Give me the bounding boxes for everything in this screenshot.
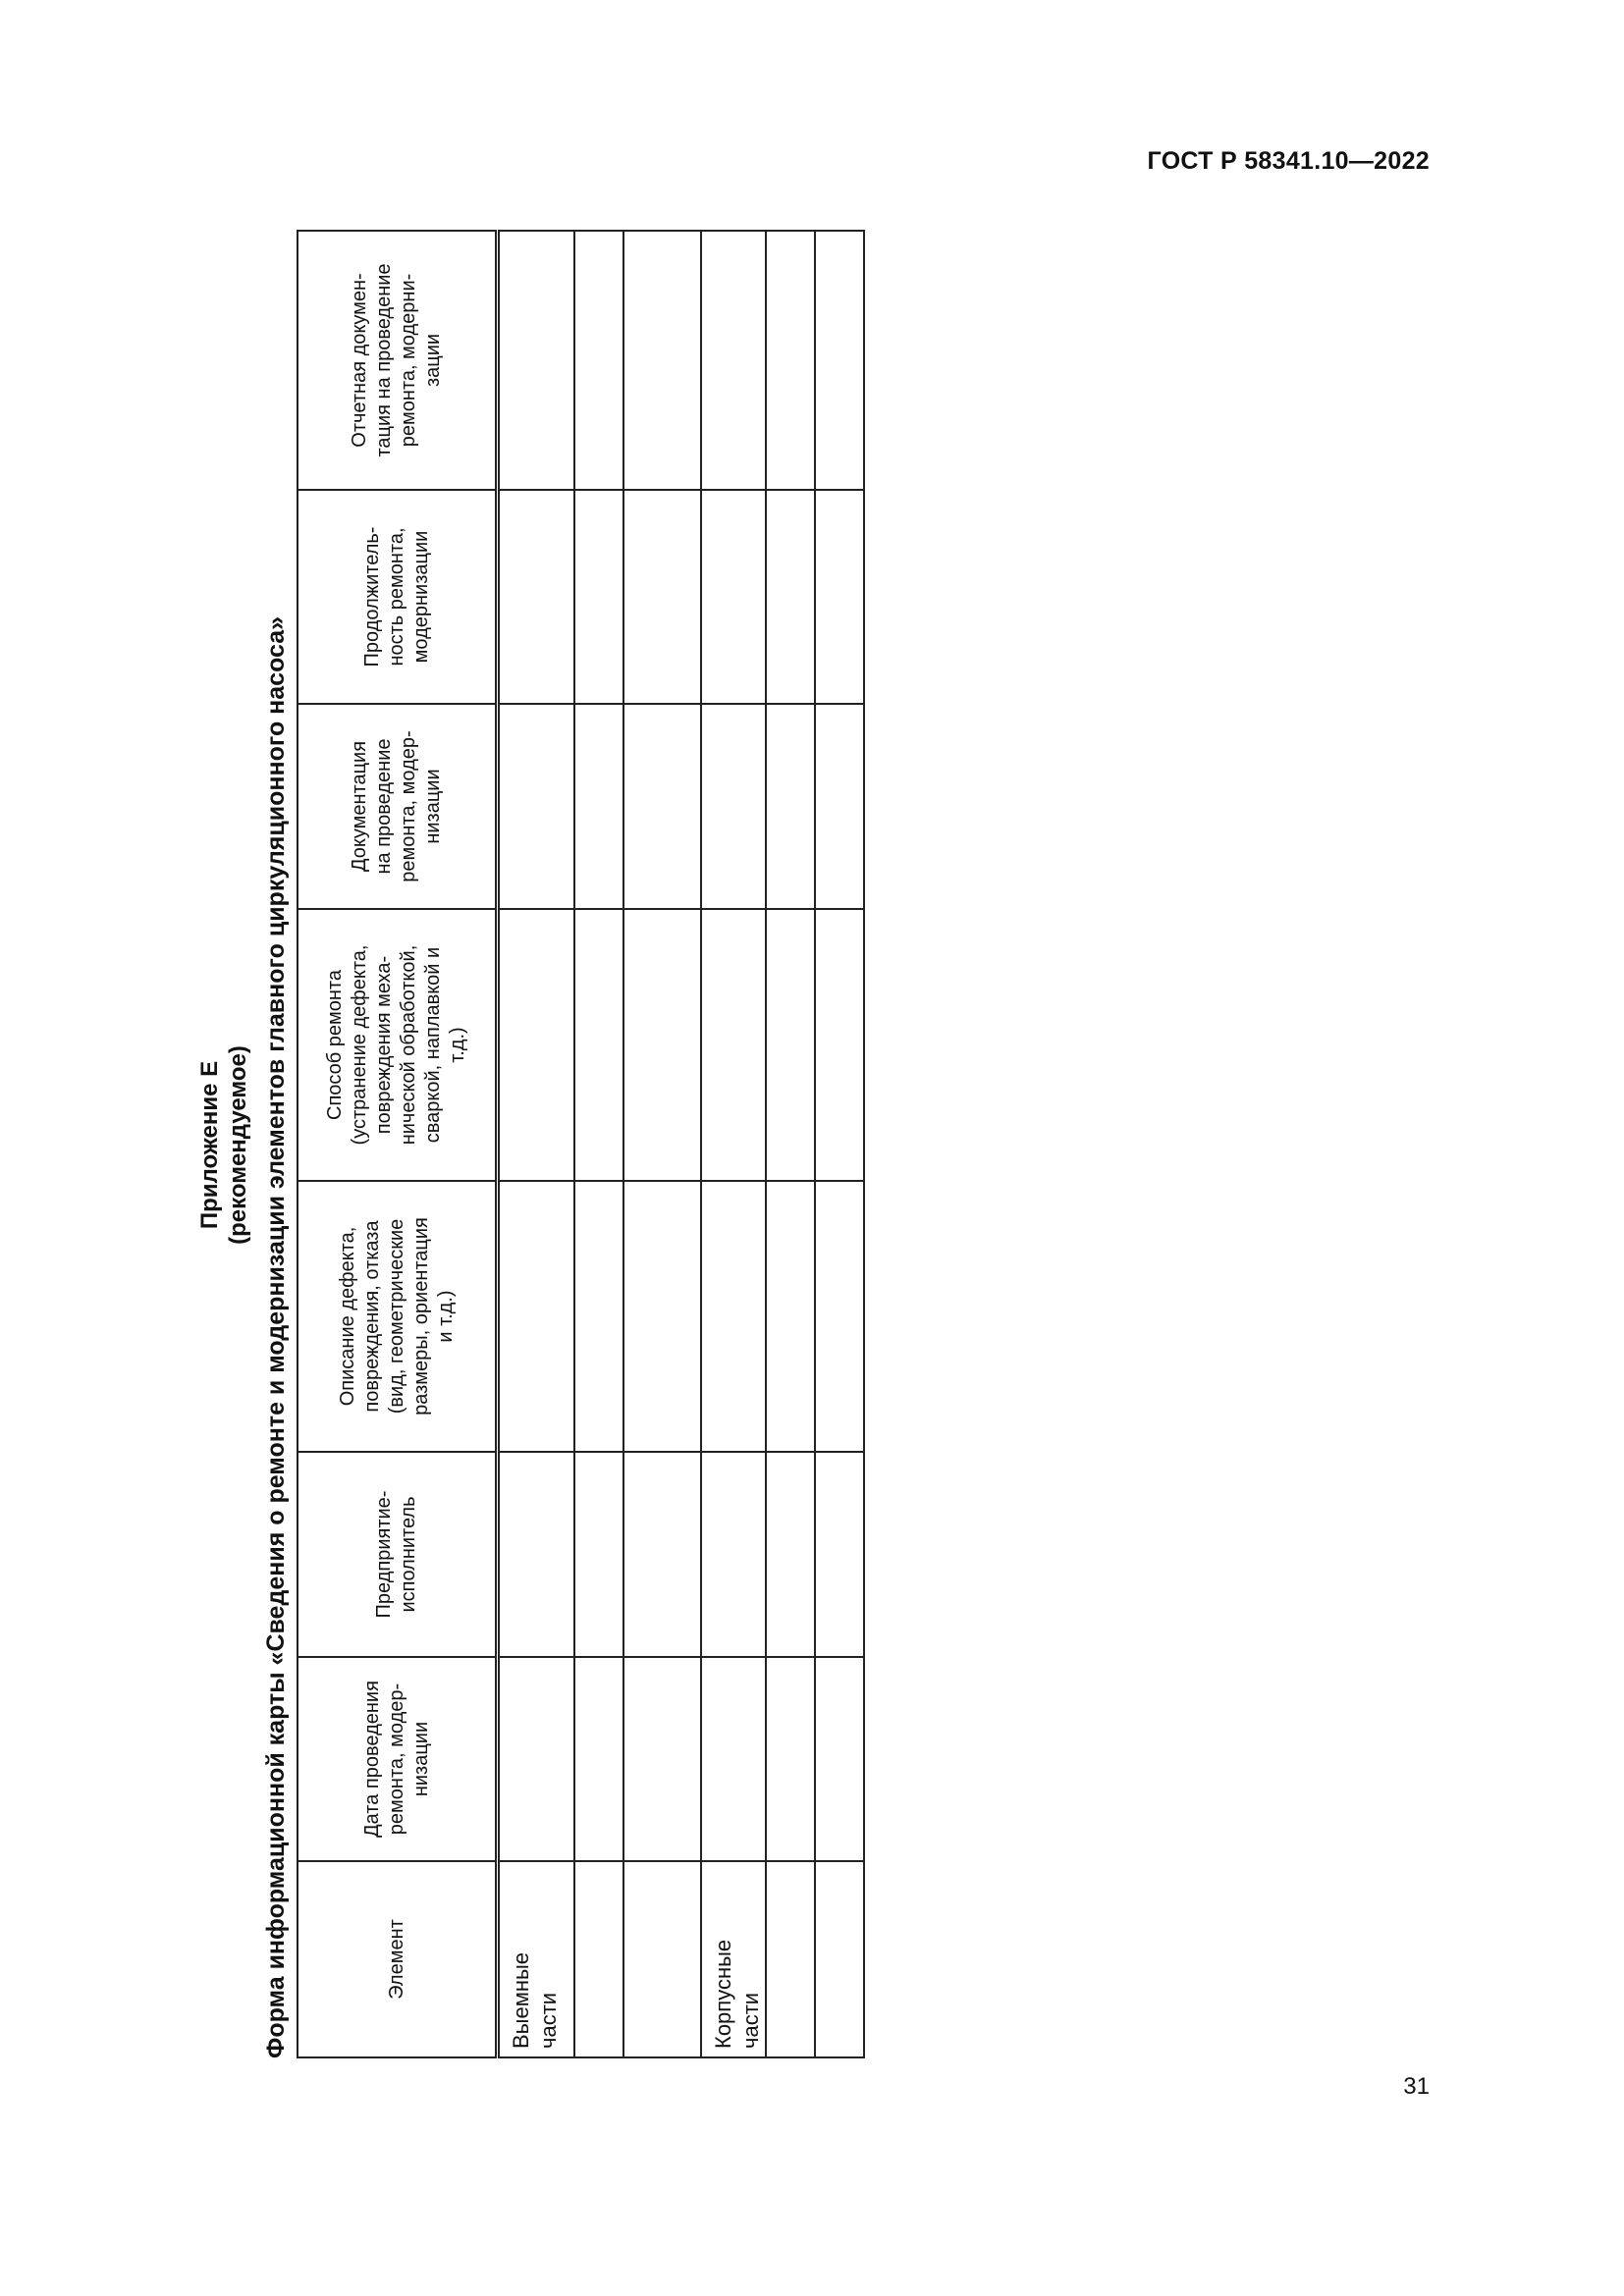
table-cell xyxy=(574,909,623,1181)
table-cell xyxy=(766,1452,815,1657)
table-cell xyxy=(574,1657,623,1861)
table-cell xyxy=(701,490,766,704)
table-cell xyxy=(815,1452,864,1657)
table-cell xyxy=(815,1181,864,1452)
document-code: ГОСТ Р 58341.10—2022 xyxy=(1147,147,1430,175)
appendix-subtitle: (рекомендуемое) xyxy=(225,1045,251,1245)
table-cell xyxy=(574,1452,623,1657)
table-cell xyxy=(815,704,864,909)
table-cell xyxy=(498,1181,574,1452)
table-cell xyxy=(815,1657,864,1861)
repair-info-table xyxy=(297,230,865,2058)
appendix-title: Приложение Е xyxy=(196,1060,223,1230)
table-cell xyxy=(701,1181,766,1452)
column-header: Дата проведения ремонта, модер- низации xyxy=(298,1657,498,1861)
table-cell xyxy=(498,490,574,704)
table-cell xyxy=(701,1657,766,1861)
table-cell xyxy=(766,704,815,909)
table-cell xyxy=(701,909,766,1181)
column-header: Описание дефекта, повреждения, отказа (вид, геометрические размеры, ориентация и т.д.) xyxy=(298,1181,498,1452)
element-cell xyxy=(766,1861,815,2057)
table-cell xyxy=(498,1452,574,1657)
table-cell xyxy=(815,909,864,1181)
table-row xyxy=(574,231,623,2057)
element-cell xyxy=(574,1861,623,2057)
table-cell xyxy=(701,704,766,909)
table-cell xyxy=(574,231,623,490)
table-cell xyxy=(574,490,623,704)
element-cell xyxy=(815,1861,864,2057)
table-cell xyxy=(498,1657,574,1861)
table-cell xyxy=(498,231,574,490)
table-row xyxy=(701,231,766,2057)
element-cell xyxy=(623,1861,701,2057)
table-cell xyxy=(766,231,815,490)
table-cell xyxy=(574,704,623,909)
rotated-appendix-block xyxy=(195,232,800,2058)
table-row xyxy=(498,231,574,2057)
table-cell xyxy=(623,704,701,909)
table-cell xyxy=(623,490,701,704)
column-header: Продолжитель- ность ремонта, модернизации xyxy=(298,490,498,704)
page-number: 31 xyxy=(1403,2073,1430,2100)
table-cell xyxy=(815,490,864,704)
table-cell xyxy=(766,1181,815,1452)
form-title: Форма информационной карты «Сведения о ремонте и модернизации элементов главного циркуляционного насоса» xyxy=(262,615,290,2058)
column-header: Элемент xyxy=(298,1861,498,2057)
table-cell xyxy=(766,909,815,1181)
table-cell xyxy=(498,909,574,1181)
table-cell xyxy=(701,1452,766,1657)
column-header: Отчетная докумен- тация на проведение ремонта, модерни- зации xyxy=(298,231,498,490)
table-row xyxy=(815,231,864,2057)
column-header: Предприятие- исполнитель xyxy=(298,1452,498,1657)
table-cell xyxy=(623,909,701,1181)
table-cell xyxy=(766,490,815,704)
table-cell xyxy=(623,1657,701,1861)
table-cell xyxy=(623,1181,701,1452)
appendix-heading xyxy=(195,232,252,2058)
element-cell: Выемные части xyxy=(498,1861,574,2057)
table-cell xyxy=(701,231,766,490)
table-cell xyxy=(766,1657,815,1861)
column-header: Документация на проведение ремонта, модер- низации xyxy=(298,704,498,909)
table-cell xyxy=(815,231,864,490)
table-row xyxy=(623,231,701,2057)
element-cell: Корпусные части xyxy=(701,1861,766,2057)
table-cell xyxy=(623,231,701,490)
table-header-row xyxy=(298,231,498,2057)
table-cell xyxy=(498,704,574,909)
table-cell xyxy=(574,1181,623,1452)
column-header: Способ ремонта (устранение дефекта, повреждения меха- нической обработкой, сваркой, наплавкой и т.д.) xyxy=(298,909,498,1181)
table-cell xyxy=(623,1452,701,1657)
table-row xyxy=(766,231,815,2057)
